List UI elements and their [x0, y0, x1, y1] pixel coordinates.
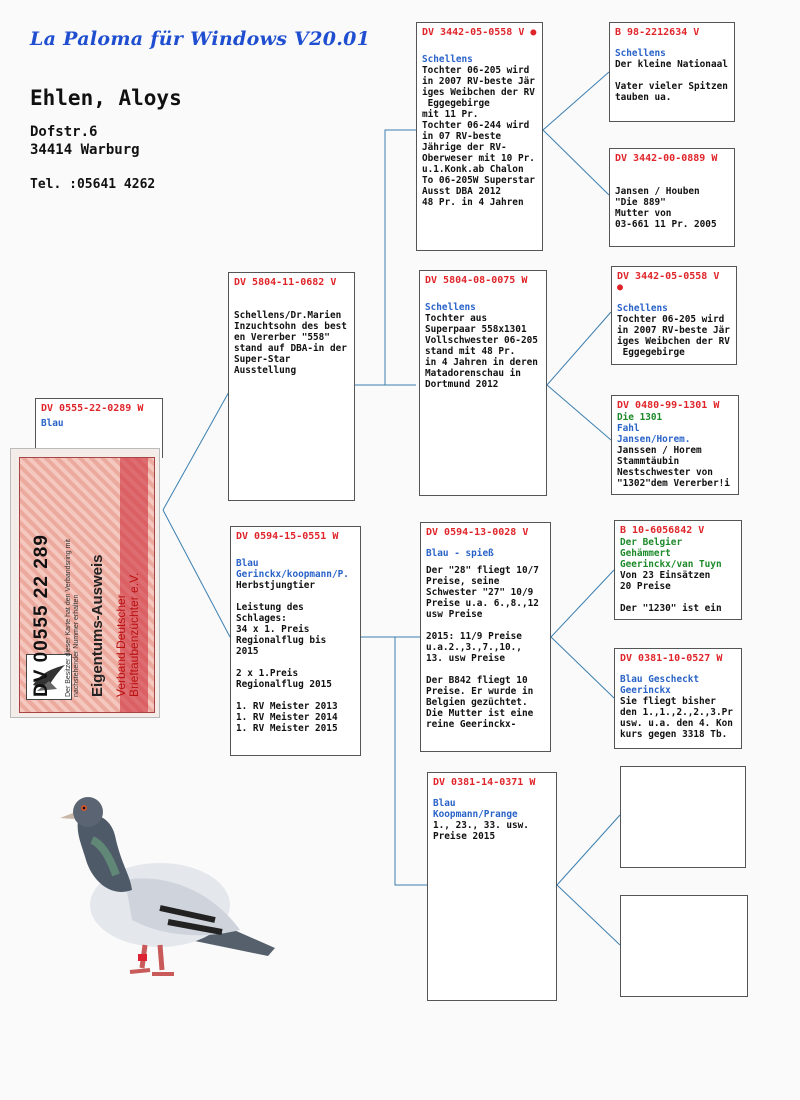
color-label: Blau Gescheckt: [620, 674, 700, 685]
pedigree-card-fmm[interactable]: [611, 395, 739, 495]
description: Von 23 Einsätzen 20 Preise Der "1230" ist ein: [620, 570, 722, 614]
pedigree-card-mmm-empty[interactable]: [620, 895, 748, 997]
ring-number: DV 5804-08-0075 W: [425, 275, 528, 286]
breeder-label: Gerinckx/koopmann/P.: [236, 569, 349, 580]
breeder-label: Koopmann/Prange: [433, 809, 518, 820]
pedigree-card-mfm[interactable]: [614, 648, 742, 749]
owner-city: 34414 Warburg: [30, 142, 140, 158]
red-dot-icon: ●: [530, 27, 537, 38]
color-label: Gehämmert: [620, 548, 671, 559]
color-label: Fahl: [617, 423, 640, 434]
pedigree-card-mmf-empty[interactable]: [620, 766, 746, 868]
color-label: Blau: [433, 798, 456, 809]
pedigree-card-ff[interactable]: [416, 22, 543, 251]
color-label: Blau - spieß: [426, 548, 494, 559]
card-type: Eigentums-Ausweis: [89, 554, 106, 697]
description: Janssen / Horem Stammtäubin Nestschwester von "1302"dem Vererber!i: [617, 445, 730, 489]
breeder-label: Jansen/Horem.: [617, 434, 691, 445]
pedigree-card-fm[interactable]: [419, 270, 547, 496]
breeder-label: Schellens: [617, 303, 668, 314]
pigeon-name: Die 1301: [617, 412, 663, 423]
color-label: Blau: [41, 418, 64, 429]
ring-number: DV 3442-05-0558 V: [422, 27, 525, 38]
description: Tochter 06-205 wird in 2007 RV-beste Jär iges Weibchen der RV Eggegebirge: [617, 314, 730, 358]
pedigree-card-mm[interactable]: [427, 772, 557, 1001]
breeder-label: Geerinckx/van Tuyn: [620, 559, 722, 570]
ring-number: DV 5804-11-0682 V: [234, 277, 337, 288]
description: 1., 23., 33. usw. Preise 2015: [433, 820, 529, 842]
pedigree-card-mff[interactable]: [614, 520, 742, 620]
description: Der "28" fliegt 10/7 Preise, seine Schwester "27" 10/9 Preise u.a. 6.,8.,12 usw Preise 2015: 11/9 Preise u.a.2.,3.,7.,10., 13. usw Preise Der B842 fliegt 10 Preise. Er wurde in Belgien gezüchtet. Die Mutter ist eine reine Geerinckx-: [426, 565, 539, 730]
pedigree-card-fff[interactable]: [609, 22, 735, 122]
app-title: La Paloma für Windows V20.01: [30, 28, 371, 50]
ring-number: DV 0594-13-0028 V: [426, 527, 529, 538]
pedigree-card-fmf[interactable]: [611, 266, 737, 365]
breeder-label: Schellens: [422, 54, 473, 65]
card-rotated-text: [25, 465, 155, 705]
red-dot-icon: ●: [617, 282, 624, 293]
ring-number: DV 0381-10-0527 W: [620, 653, 723, 664]
ring-number: DV 0555-22-0289 W: [41, 403, 144, 414]
ring-number: DV 3442-05-0558 V: [617, 271, 720, 282]
description: Jansen / Houben "Die 889" Mutter von 03-661 11 Pr. 2005: [615, 186, 717, 230]
pigeon-name: Der Belgier: [620, 537, 683, 548]
breeder-label: Schellens: [425, 302, 476, 313]
ring-line: [422, 27, 537, 38]
breeder-label: Schellens: [615, 48, 666, 59]
owner-phone: Tel. :05641 4262: [30, 177, 156, 192]
card-org: Verband Deutscher Brieftaubenzüchter e.V.: [114, 572, 141, 697]
pedigree-card-mother[interactable]: [230, 526, 361, 756]
ring-number: DV 0381-14-0371 W: [433, 777, 536, 788]
description: Sie fliegt bisher den 1.,1.,2.,2.,3.Pr usw. u.a. den 4. Kon kurs gegen 3318 Tb.: [620, 696, 733, 740]
ring-number: DV 3442-00-0889 W: [615, 153, 718, 164]
ring-number: B 10-6056842 V: [620, 525, 705, 536]
description: Tochter 06-205 wird in 2007 RV-beste Jär iges Weibchen der RV Eggegebirge mit 11 Pr. Tochter 06-244 wird in 07 RV-beste Jährige der RV- Oberweser mit 10 Pr. u.1.Konk.ab Chalon To 06-205W Superstar Ausst DBA 2012 48 Pr. in 4 Jahren: [422, 65, 535, 208]
card-number: DV 00555 22 289: [31, 534, 52, 697]
color-label: Blau: [236, 558, 259, 569]
pigeon-photo: [50, 780, 280, 995]
pedigree-card-father[interactable]: [228, 272, 355, 501]
description: Der kleine Nationaal Vater vieler Spitzen tauben ua.: [615, 59, 728, 103]
description: Herbstjungtier Leistung des Schlages: 34 x 1. Preis Regionalflug bis 2015 2 x 1.Preis Regionalflug 2015 1. RV Meister 2013 1. RV Meister 2014 1. RV Meister 2015: [236, 580, 338, 734]
ring-number: DV 0480-99-1301 W: [617, 400, 720, 411]
pedigree-card-mf[interactable]: [420, 522, 551, 752]
breeder-label: Geerinckx: [620, 685, 671, 696]
ownership-card: [10, 448, 160, 718]
owner-name: Ehlen, Aloys: [30, 86, 182, 110]
owner-street: Dofstr.6: [30, 124, 98, 140]
card-note: Der Besitzer dieser Karte hat den Verbandsring mit nachstehender Nummer erhalten: [65, 539, 80, 697]
pedigree-card-ffm[interactable]: [609, 148, 735, 247]
description: Schellens/Dr.Marien Inzuchtsohn des best en Vererber "558" stand auf DBA-in der Super-Star Ausstellung: [234, 310, 347, 376]
ring-line: [617, 271, 731, 293]
description: Tochter aus Superpaar 558x1301 Vollschwester 06-205 stand mit 48 Pr. in 4 Jahren in deren Matadorenschau in Dortmund 2012: [425, 313, 538, 390]
ring-number: B 98-2212634 V: [615, 27, 700, 38]
ring-number: DV 0594-15-0551 W: [236, 531, 339, 542]
card-inner: [19, 457, 155, 713]
